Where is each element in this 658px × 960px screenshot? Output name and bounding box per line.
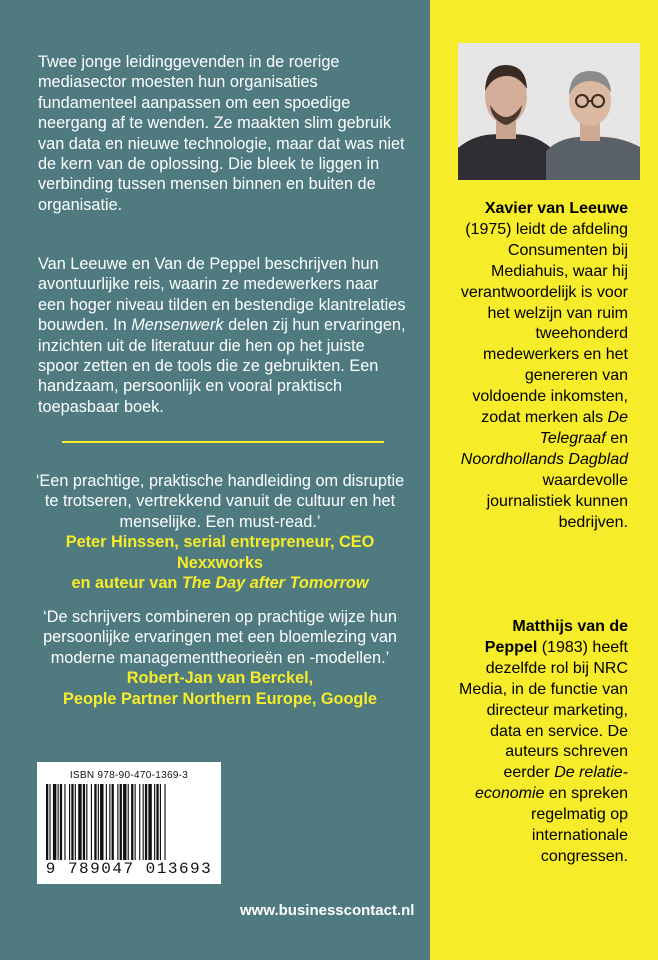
quote-2-author: Robert-Jan van Berckel,: [126, 669, 314, 688]
author-1-bio-b: en: [605, 429, 628, 447]
barcode-bar: [53, 784, 56, 860]
barcode-bar: [60, 784, 62, 860]
barcode-bar: [120, 784, 122, 860]
barcode-bar: [58, 784, 59, 860]
barcode-bar: [71, 784, 73, 860]
author-1-name: Xavier van Leeuwe: [484, 200, 628, 217]
barcode-bar: [46, 784, 48, 860]
barcode-bar: [86, 784, 87, 860]
barcode-bar: [98, 784, 99, 860]
quote-1-author-line2-text: en auteur van: [71, 574, 182, 593]
barcode-bar: [106, 784, 107, 860]
isbn-label: ISBN 978-90-470-1369-3: [69, 770, 189, 781]
author-2-bio-b: en spreken regelmatig op internationale congressen.: [531, 785, 628, 865]
barcode-number: 9 789047 013693: [45, 860, 213, 878]
quote-1-text: ‘Een prachtige, praktische handleiding om disruptie te trotseren, vertrekkend vanuit de cultuur en het menselijke. Een must-read.’: [35, 472, 405, 531]
blurb-paragraph-2: [38, 254, 406, 417]
barcode-bar: [49, 784, 50, 860]
barcode-bar: [156, 784, 158, 860]
publisher-website: www.businesscontact.nl: [240, 902, 415, 919]
barcode-bar: [94, 784, 96, 860]
authors-photo: [458, 43, 640, 180]
author-1-brand-1: De Telegraaf: [539, 409, 628, 447]
authors-photo-illustration: [458, 43, 640, 180]
quote-2-author-line2: People Partner Northern Europe, Google: [63, 689, 377, 708]
barcode-bar: [139, 784, 140, 860]
divider-line: [62, 441, 384, 443]
barcode-bar: [83, 784, 85, 860]
barcode-bar: [164, 784, 165, 860]
barcode-bar: [145, 784, 147, 860]
barcode-bar: [131, 784, 133, 860]
quote-1-book-title: The Day after Tomorrow: [181, 574, 369, 593]
author-2-name: Matthijs van de Peppel: [484, 618, 628, 656]
barcode-bar: [148, 784, 151, 860]
book-title: Mensenwerk: [131, 316, 224, 335]
author-1-brand-2: Noordhollands Dagblad: [460, 450, 628, 468]
author-bio-1: [458, 199, 628, 534]
barcode-bar: [117, 784, 118, 860]
quote-1-author: Peter Hinssen, serial entrepreneur, CEO Nexxworks: [65, 533, 375, 572]
barcode-bar: [100, 784, 103, 860]
barcode-bar: [135, 784, 136, 860]
barcode-bar: [112, 784, 114, 860]
barcode-bar: [123, 784, 126, 860]
quote-2-text: ‘De schrijvers combineren op prachtige wijze hun persoonlijke ervaringen met een bloemlezing van moderne managementtheorieën en -modellen.’: [43, 608, 397, 667]
blurb-p2-start: Van Leeuwe en Van de Peppel beschrijven hun avontuurlijke reis, waarin ze medewerkers naar een hoger niveau tilden en bestendige klantrelaties bouwden. In: [38, 255, 406, 335]
quote-1-author-line2: [71, 574, 368, 592]
author-1-bio-a: leidt de afdeling Consumenten bij Mediahuis, waar hij verantwoordelijk is voor het welzijn van ruim tweehonderd medewerkers en het genereren van voldoende inkomsten, zodat merken als: [460, 220, 628, 427]
blurb-p2-end: delen zij hun ervaringen, inzichten uit de literatuur die hen op het juiste spoor zetten en de tools die ze gebruikten. Een handzaam, persoonlijk en vooral praktisch toepasbaar boek.: [38, 316, 406, 416]
endorsement-quote-2: [30, 607, 410, 709]
barcode-bar: [109, 784, 110, 860]
author-2-year: (1983): [537, 638, 588, 656]
barcode-bar: [69, 784, 70, 860]
barcode-bar: [64, 784, 65, 860]
barcode-bar: [160, 784, 161, 860]
barcode-bar: [154, 784, 155, 860]
barcode-bar: [128, 784, 129, 860]
author-bio-2: [458, 617, 628, 868]
blurb-paragraph-1: Twee jonge leidinggevenden in de roerige mediasector moesten hun organisaties fundamenteel aanpassen om een spoedige neergang af te wenden. Ze maakten slim gebruik van data en nieuwe technologie, maar dat was niet de kern van de oplossing. Die bleek te liggen in verbinding tussen mensen binnen en buiten de organisatie.: [38, 53, 405, 214]
author-1-bio-c: waardevolle journalistiek kunnen bedrijven.: [486, 471, 628, 531]
barcode-bar: [91, 784, 92, 860]
author-2-bio-a: heeft dezelfde rol bij NRC Media, in de functie van directeur marketing, data en service. De auteurs schreven eerder: [459, 638, 628, 782]
barcode-bar: [143, 784, 144, 860]
author-2-book: De relatie-economie: [475, 764, 628, 803]
barcode-bar: [78, 784, 81, 860]
isbn-barcode: [37, 762, 221, 884]
barcode-bar: [75, 784, 76, 860]
barcode-bars: [44, 784, 214, 860]
author-1-year: (1975): [465, 220, 512, 238]
endorsement-quote-1: [30, 471, 410, 593]
